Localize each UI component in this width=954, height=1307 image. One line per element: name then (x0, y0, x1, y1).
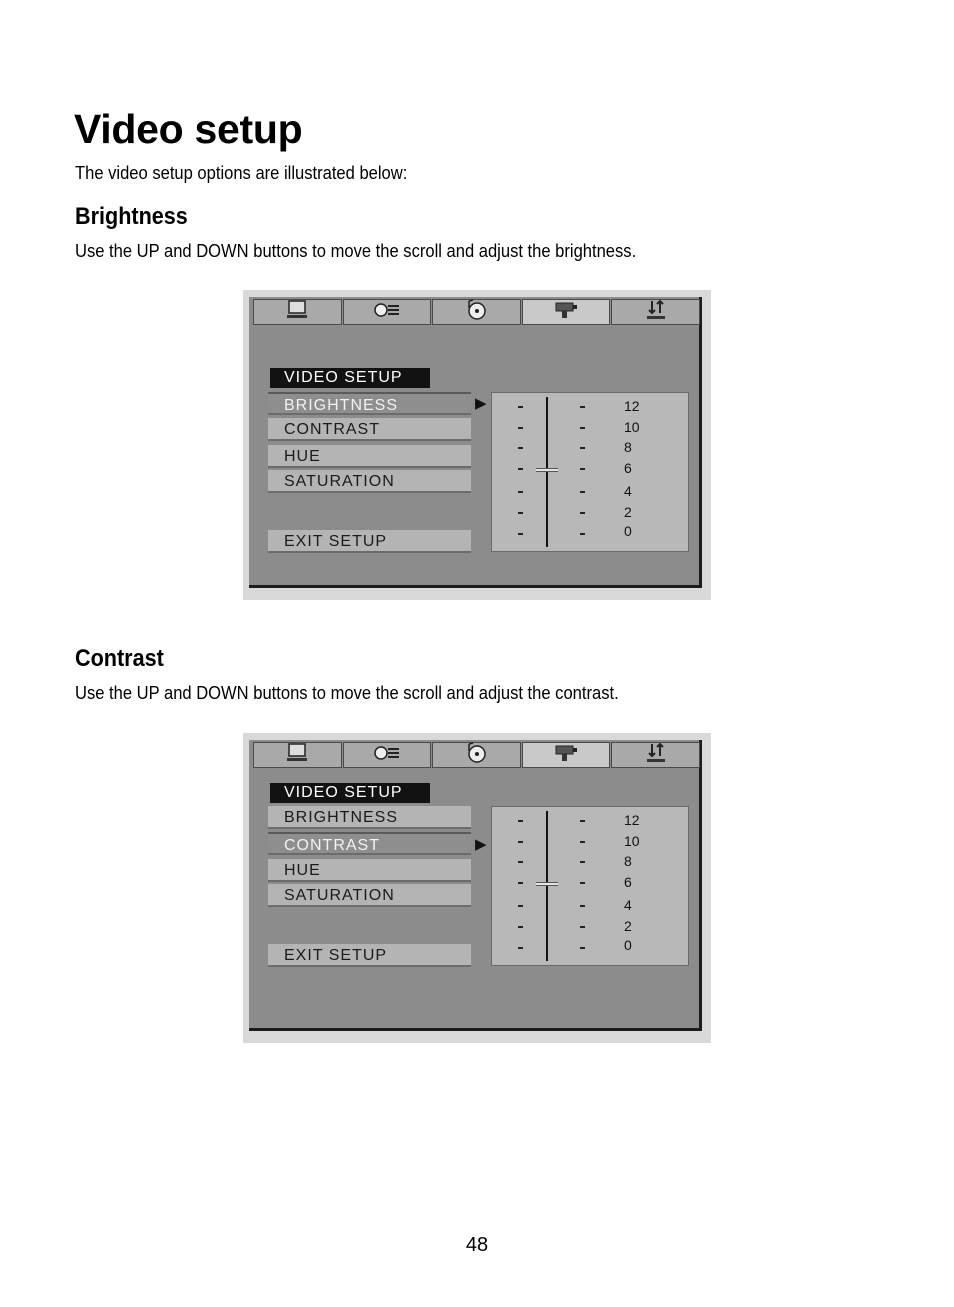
scale-label: 2 (624, 918, 632, 934)
scale-tick (580, 905, 585, 907)
scale-label: 10 (624, 419, 640, 435)
scale-label: 6 (624, 874, 632, 890)
osd-tab-bar (253, 742, 701, 770)
scale-tick (518, 512, 523, 514)
menu-item-contrast[interactable]: CONTRAST (268, 418, 471, 441)
scale-label: 4 (624, 483, 632, 499)
scale-tick (518, 926, 523, 928)
scale-label: 0 (624, 523, 632, 539)
menu-item-brightness[interactable]: BRIGHTNESS (268, 392, 471, 415)
scale-tick (580, 468, 585, 470)
scale-label: 8 (624, 439, 632, 455)
slider-thumb[interactable] (536, 882, 558, 886)
menu-item-exit-setup[interactable]: EXIT SETUP (268, 944, 471, 967)
language-speaker-icon (372, 298, 402, 327)
menu-title: VIDEO SETUP (270, 368, 430, 388)
menu-item-brightness[interactable]: BRIGHTNESS (268, 806, 471, 829)
preference-arrows-icon (641, 741, 671, 770)
scale-tick (580, 947, 585, 949)
tab-preference[interactable] (611, 299, 700, 325)
level-scale[interactable] (491, 392, 689, 552)
scale-tick (580, 512, 585, 514)
tv-monitor-icon (282, 298, 312, 327)
scale-tick (518, 947, 523, 949)
language-speaker-icon (372, 741, 402, 770)
page-title: Video setup (74, 106, 303, 152)
audio-disc-icon (461, 741, 491, 770)
menu-title: VIDEO SETUP (270, 783, 430, 803)
scale-tick (518, 406, 523, 408)
scale-label: 2 (624, 504, 632, 520)
menu-item-hue[interactable]: HUE (268, 859, 471, 882)
scale-tick (518, 533, 523, 535)
scale-label: 6 (624, 460, 632, 476)
tab-language[interactable] (343, 299, 432, 325)
level-scale[interactable] (491, 806, 689, 966)
contrast-heading: Contrast (75, 645, 164, 672)
tab-video[interactable] (522, 742, 611, 768)
scale-tick (518, 427, 523, 429)
scale-label: 12 (624, 812, 640, 828)
scale-tick (580, 406, 585, 408)
scale-tick (518, 468, 523, 470)
page-number: 48 (465, 1234, 489, 1256)
scale-tick (580, 447, 585, 449)
scale-tick (580, 491, 585, 493)
scale-label: 10 (624, 833, 640, 849)
slider-track (546, 811, 548, 961)
scale-label: 8 (624, 853, 632, 869)
osd-screen-contrast (243, 733, 711, 1043)
tv-monitor-icon (282, 741, 312, 770)
tab-audio[interactable] (432, 299, 521, 325)
preference-arrows-icon (641, 298, 671, 327)
contrast-instructions: Use the UP and DOWN buttons to move the scroll and adjust the contrast. (75, 683, 619, 703)
scale-tick (580, 861, 585, 863)
video-camera-icon (551, 741, 581, 770)
scale-tick (518, 861, 523, 863)
osd-screen-brightness (243, 290, 711, 600)
audio-disc-icon (461, 298, 491, 327)
scale-label: 4 (624, 897, 632, 913)
scale-tick (518, 820, 523, 822)
scale-tick (580, 841, 585, 843)
selection-arrow: ▶ (475, 395, 487, 412)
scale-tick (518, 882, 523, 884)
osd-panel (249, 297, 702, 588)
video-camera-icon (551, 298, 581, 327)
scale-tick (580, 533, 585, 535)
tab-preference[interactable] (611, 742, 700, 768)
selection-arrow: ▶ (475, 836, 487, 853)
slider-thumb[interactable] (536, 468, 558, 472)
tab-video[interactable] (522, 299, 611, 325)
brightness-instructions: Use the UP and DOWN buttons to move the scroll and adjust the brightness. (75, 241, 637, 261)
tab-general[interactable] (253, 299, 342, 325)
scale-label: 0 (624, 937, 632, 953)
tab-general[interactable] (253, 742, 342, 768)
menu-item-hue[interactable]: HUE (268, 445, 471, 468)
tab-language[interactable] (343, 742, 432, 768)
osd-tab-bar (253, 299, 701, 327)
menu-item-saturation[interactable]: SATURATION (268, 470, 471, 493)
scale-tick (518, 491, 523, 493)
scale-tick (580, 926, 585, 928)
menu-item-exit-setup[interactable]: EXIT SETUP (268, 530, 471, 553)
scale-label: 12 (624, 398, 640, 414)
tab-audio[interactable] (432, 742, 521, 768)
brightness-heading: Brightness (75, 203, 188, 230)
menu-item-saturation[interactable]: SATURATION (268, 884, 471, 907)
scale-tick (518, 447, 523, 449)
menu-item-contrast[interactable]: CONTRAST (268, 832, 471, 855)
scale-tick (580, 427, 585, 429)
scale-tick (518, 905, 523, 907)
scale-tick (518, 841, 523, 843)
intro-text: The video setup options are illustrated below: (75, 163, 408, 183)
slider-track (546, 397, 548, 547)
scale-tick (580, 882, 585, 884)
scale-tick (580, 820, 585, 822)
osd-panel (249, 740, 702, 1031)
